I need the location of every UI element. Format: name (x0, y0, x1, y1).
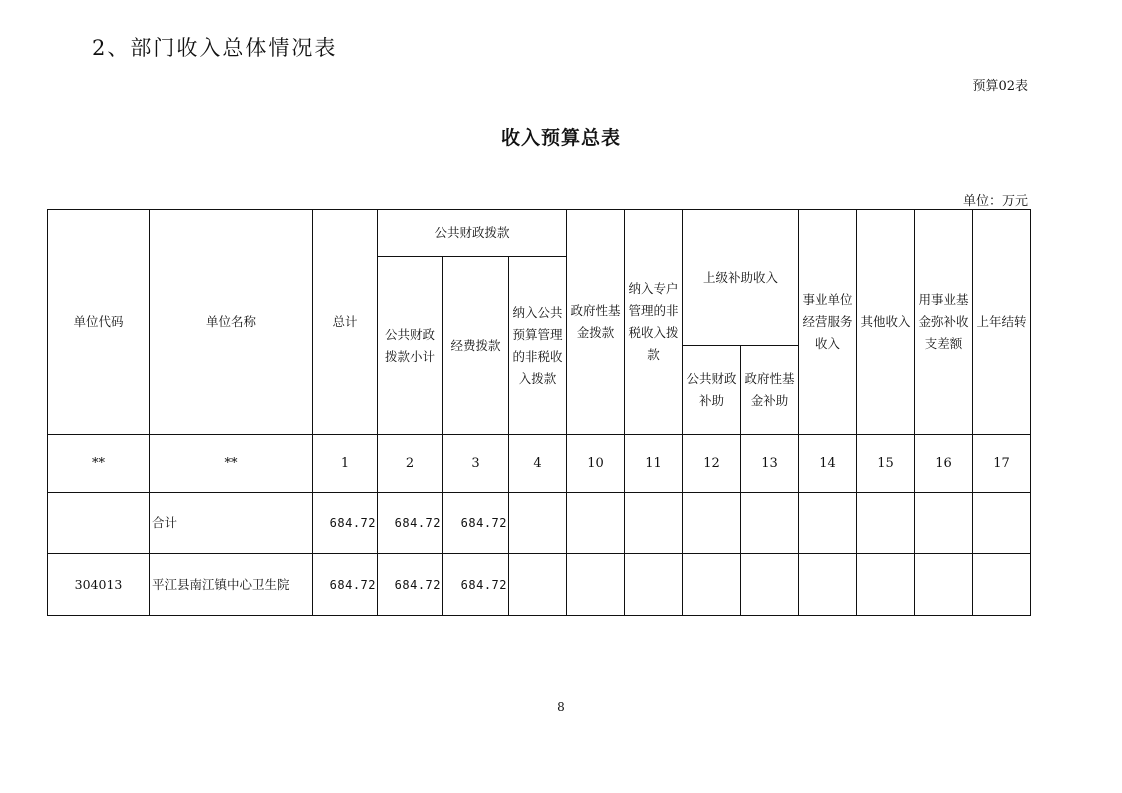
row-pf-subtotal: 684.72 (378, 493, 443, 554)
code-cell: 13 (741, 435, 799, 493)
section-title: 2、部门收入总体情况表 (92, 36, 338, 60)
unit-label: 单位：万元 (962, 194, 1028, 209)
code-cell: 1 (313, 435, 378, 493)
page-number: 8 (557, 700, 565, 714)
code-cell: ** (150, 435, 313, 493)
header-other: 其他收入 (857, 210, 915, 435)
empty-cell (567, 493, 625, 554)
empty-cell (973, 554, 1031, 616)
empty-cell (857, 554, 915, 616)
row-unit-code (48, 493, 150, 554)
header-nontax-budget: 纳入公共预算管理的非税收入拨款 (509, 257, 567, 435)
header-operating: 事业单位经营服务收入 (799, 210, 857, 435)
code-cell: 17 (973, 435, 1031, 493)
row-unit-name: 平江县南江镇中心卫生院 (150, 554, 313, 616)
empty-cell (567, 554, 625, 616)
empty-cell (799, 493, 857, 554)
header-group-public-finance: 公共财政拨款 (378, 210, 567, 257)
header-unit-code: 单位代码 (48, 210, 150, 435)
header-nontax-special: 纳入专户管理的非税收入拨款 (625, 210, 683, 435)
empty-cell (509, 493, 567, 554)
code-cell: 3 (443, 435, 509, 493)
code-cell: ** (48, 435, 150, 493)
code-cell: 2 (378, 435, 443, 493)
code-cell: 4 (509, 435, 567, 493)
code-row (48, 435, 1031, 493)
form-number: 预算02表 (972, 79, 1028, 94)
empty-cell (741, 554, 799, 616)
table-row (48, 554, 1031, 616)
header-unit-name: 单位名称 (150, 210, 313, 435)
row-pf-subtotal: 684.72 (378, 554, 443, 616)
row-total: 684.72 (313, 554, 378, 616)
code-cell: 12 (683, 435, 741, 493)
empty-cell (625, 554, 683, 616)
header-gov-fund: 政府性基金拨款 (567, 210, 625, 435)
code-cell: 11 (625, 435, 683, 493)
header-row-1 (48, 210, 1031, 257)
row-funding: 684.72 (443, 493, 509, 554)
empty-cell (625, 493, 683, 554)
table-row (48, 493, 1031, 554)
code-cell: 15 (857, 435, 915, 493)
header-pf-subtotal: 公共财政拨款小计 (378, 257, 443, 435)
header-carryover: 上年结转 (973, 210, 1031, 435)
header-total: 总计 (313, 210, 378, 435)
empty-cell (857, 493, 915, 554)
row-funding: 684.72 (443, 554, 509, 616)
header-funding: 经费拨款 (443, 257, 509, 435)
header-sup-govfund: 政府性基金补助 (741, 346, 799, 435)
code-cell: 10 (567, 435, 625, 493)
empty-cell (683, 554, 741, 616)
empty-cell (915, 493, 973, 554)
empty-cell (683, 493, 741, 554)
revenue-budget-table (47, 209, 1031, 616)
empty-cell (509, 554, 567, 616)
code-cell: 16 (915, 435, 973, 493)
empty-cell (915, 554, 973, 616)
header-group-superior: 上级补助收入 (683, 210, 799, 346)
header-sup-public: 公共财政补助 (683, 346, 741, 435)
empty-cell (973, 493, 1031, 554)
row-unit-name: 合计 (150, 493, 313, 554)
header-fund-offset: 用事业基金弥补收支差额 (915, 210, 973, 435)
row-unit-code: 304013 (48, 554, 150, 616)
main-title: 收入预算总表 (500, 127, 621, 149)
row-total: 684.72 (313, 493, 378, 554)
code-cell: 14 (799, 435, 857, 493)
empty-cell (741, 493, 799, 554)
empty-cell (799, 554, 857, 616)
